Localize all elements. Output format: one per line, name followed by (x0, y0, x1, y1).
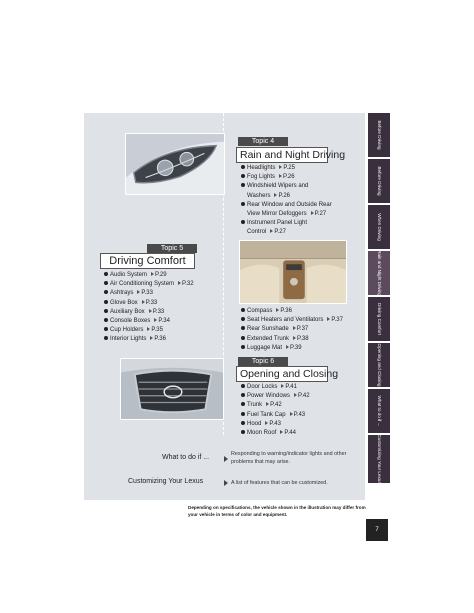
topic5-title: Driving Comfort (100, 253, 195, 269)
customizing-desc: A list of features that can be customized. (231, 480, 328, 486)
list-item[interactable]: Hood P.43 (241, 420, 310, 429)
tab-before-driving-2[interactable]: Before Driving (368, 159, 390, 203)
tab-before-driving-1[interactable]: Before Driving (368, 113, 390, 157)
list-item[interactable]: Glove Box P.33 (104, 299, 194, 308)
list-item[interactable]: Extended Trunk P.38 (241, 335, 343, 344)
tab-opening-closing[interactable]: Opening and Closing (368, 343, 390, 387)
grille-photo (120, 358, 224, 420)
topic6-title: Opening and Closing (236, 366, 328, 382)
topic5-tag: Topic 5 (147, 244, 197, 253)
what-to-do-arrow (224, 456, 228, 462)
tab-rain-night-driving[interactable]: Rain and Night Driving (368, 251, 390, 295)
list-item[interactable]: Interior Lights P.36 (104, 335, 194, 344)
topic5-right-list (241, 307, 343, 353)
what-to-do-desc: Responding to warning/indicator lights and other problems that may arise. (231, 451, 347, 465)
topic4-list (241, 164, 332, 238)
customizing-label[interactable]: Customizing Your Lexus (128, 478, 204, 485)
list-item[interactable]: Rear Sunshade P.37 (241, 325, 343, 334)
footnote: Depending on specifications, the vehicle shown in the illustration may differ from your vehicle in terms of color and equipment. (188, 505, 366, 517)
tab-what-to-do[interactable]: What to do if ... (368, 389, 390, 433)
list-item[interactable]: Air Conditioning System P.32 (104, 280, 194, 289)
list-item[interactable]: Headlights P.25 (241, 164, 332, 173)
interior-photo (239, 240, 347, 304)
list-item[interactable]: Fuel Tank Cap P.43 (241, 411, 310, 420)
customizing-arrow (224, 480, 228, 486)
list-item[interactable]: Power Windows P.42 (241, 392, 310, 401)
what-to-do-label[interactable]: What to do if ... (162, 454, 210, 461)
list-item[interactable]: Audio System P.29 (104, 271, 194, 280)
topic6-tag: Topic 6 (238, 357, 288, 366)
list-item[interactable]: Seat Heaters and Ventilators P.37 (241, 316, 343, 325)
headlight-photo (125, 133, 225, 195)
list-item[interactable]: Door Locks P.41 (241, 383, 310, 392)
list-item[interactable]: Cup Holders P.35 (104, 326, 194, 335)
topic6-list (241, 383, 310, 438)
list-item[interactable]: Windshield Wipers and Washers P.26 (241, 182, 332, 200)
list-item[interactable]: Trunk P.42 (241, 401, 310, 410)
topic4-title: Rain and Night Driving (236, 147, 328, 163)
list-item[interactable]: Console Boxes P.34 (104, 317, 194, 326)
list-item[interactable]: Moon Roof P.44 (241, 429, 310, 438)
list-item[interactable]: Instrument Panel Light Control P.27 (241, 219, 332, 237)
list-item[interactable]: Compass P.36 (241, 307, 343, 316)
list-item[interactable]: Ashtrays P.33 (104, 289, 194, 298)
tab-when-driving[interactable]: When Driving (368, 205, 390, 249)
topic5-left-list (104, 271, 194, 345)
list-item[interactable]: Fog Lights P.26 (241, 173, 332, 182)
topic4-tag: Topic 4 (238, 137, 288, 146)
list-item[interactable]: Rear Window and Outside Rear View Mirror Defoggers P.27 (241, 201, 332, 219)
tab-customizing[interactable]: Customizing Your Lexus (368, 435, 390, 483)
list-item[interactable]: Auxiliary Box P.33 (104, 308, 194, 317)
page-number: 7 (366, 519, 388, 541)
tab-driving-comfort[interactable]: Driving Comfort (368, 297, 390, 341)
list-item[interactable]: Luggage Mat P.39 (241, 344, 343, 353)
